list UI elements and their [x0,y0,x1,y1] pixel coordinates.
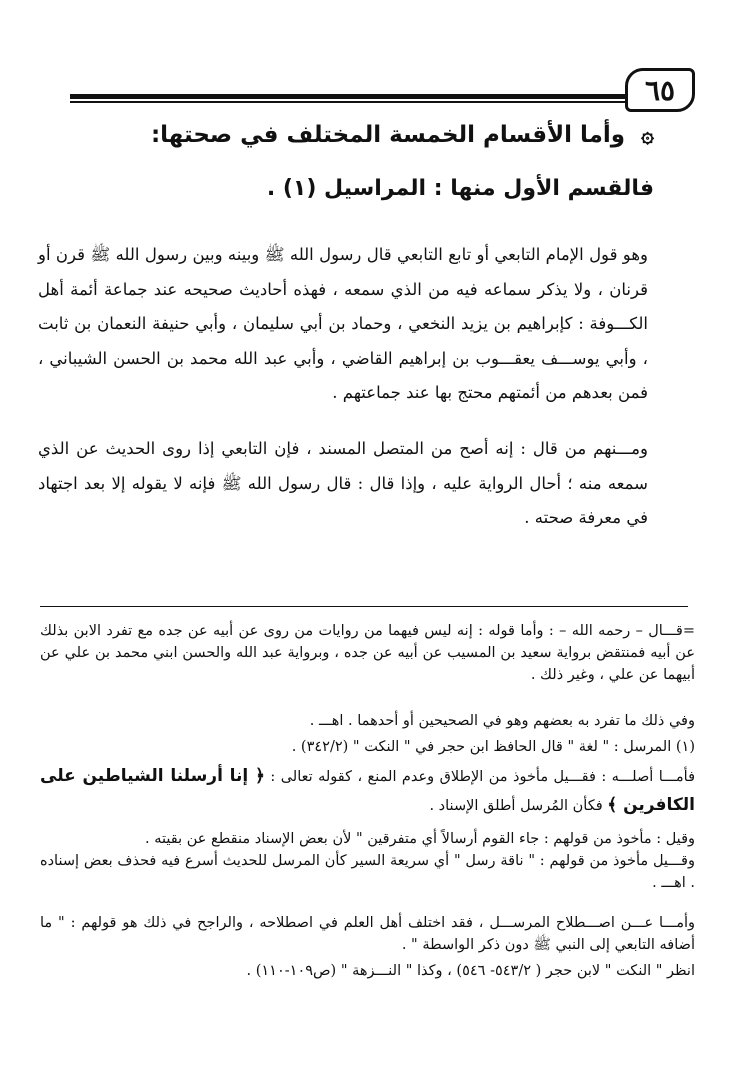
ornament-icon: ۞ [641,123,654,148]
footnote-note-2: وقيل : مأخوذ من قولهم : جاء القوم أرسالاً أي متفرقين " لأن بعض الإسناد منقطع عن بقيته . [145,831,695,847]
footnote-note-4: وأمـــا عـــن اصـــطلاح المرســـل ، فقد اختلف أهل العلم في اصطلاحه ، والراجح في ذلك هو قولهم : " ما أضافه التابعي إلى النبي ﷺ دون ذكر الواسطة " . [40,915,695,953]
footnote-continuation-end: وفي ذلك ما تفرد به بعضهم وهو في الصحيحين أو أحدهما . اهـــ . [309,713,695,729]
paragraph-1: وهو قول الإمام التابعي أو تابع التابعي قال رسول الله ﷺ وبينه وبين رسول الله ﷺ قرن أو قرنان ، ولا يذكر سماعه فيه من الذي سمعه ، فهذه أحاديث صحيحه عند جماعة أئمة أهل الكـــوفة : كإبراهيم بن يزيد النخعي ، وحماد بن أبي سليمان ، وأبي حنيفة النعمان بن ثابت ، وأبي يوســـف يعقـــوب بن إبراهيم القاضي ، وأبي عبد الله محمد بن الحسن الشيباني ، فمن بعدهم من أئمتهم محتج بها عند جماعتهم . [38,245,648,402]
section-heading-line [94,122,654,148]
footnote-note-5: انظر " النكت " لابن حجر ( ٥٤٣/٢- ٥٤٦) ، وكذا " النـــزهة " (ص١٠٩-١١٠) . [246,963,695,979]
quran-verse: ﴿ إنا أرسلنا الشياطين على الكافرين ﴾ [40,766,695,815]
subheading: فالقسم الأول منها : المراسيل (١) . [266,176,654,201]
paragraph-2: ومـــنهم من قال : إنه أصح من المتصل المسند ، فإن التابعي إذا روى الحديث عن الذي سمعه منه ؛ أحال الرواية عليه ، وإذا قال : قال رسول الله ﷺ فإنه لا يقوله إلا بعد اجتهاد في معرفة صحته . [38,439,648,527]
page-number: ٦٥ [644,73,676,107]
footnote-1-line: (١) المرسل : " لغة " قال الحافظ ابن حجر في " النكت " (٣٤٢/٢) . [291,739,695,755]
footnote-separator [40,606,688,607]
footnote-continuation: =قـــال – رحمه الله – : وأما قوله : إنه ليس فيهما من روايات من روى عن أبيه عن جده مع تفرد الابن بذلك عن أبيه فمنتقض برواية سعيد بن المسيب عن أبيه عن جده ، وبرواية عبد الله والحسن ابني محمد بن علي عن أبيهما عن علي ، وغير ذلك . [40,623,695,683]
footnote-note-3: وقـــيل مأخوذ من قولهم : " ناقة رسل " أي سريعة السير كأن المرسل للحديث أسرع فيه فحذف بعض إسناده . اهـــ . [40,853,695,891]
footnote-1-text [40,762,695,820]
header-rule-thin [70,101,636,103]
header-rule-thick [70,94,636,99]
page-number-frame [625,68,695,112]
section-heading: وأما الأقسام الخمسة المختلف في صحتها: [150,122,626,148]
footnote-1-before: فأمـــا أصلـــه : فقـــيل مأخوذ من الإطلاق وعدم المنع ، كقوله تعالى : [270,769,696,785]
footnote-1-after: فكأن المُرسل أطلق الإسناد . [429,798,603,814]
